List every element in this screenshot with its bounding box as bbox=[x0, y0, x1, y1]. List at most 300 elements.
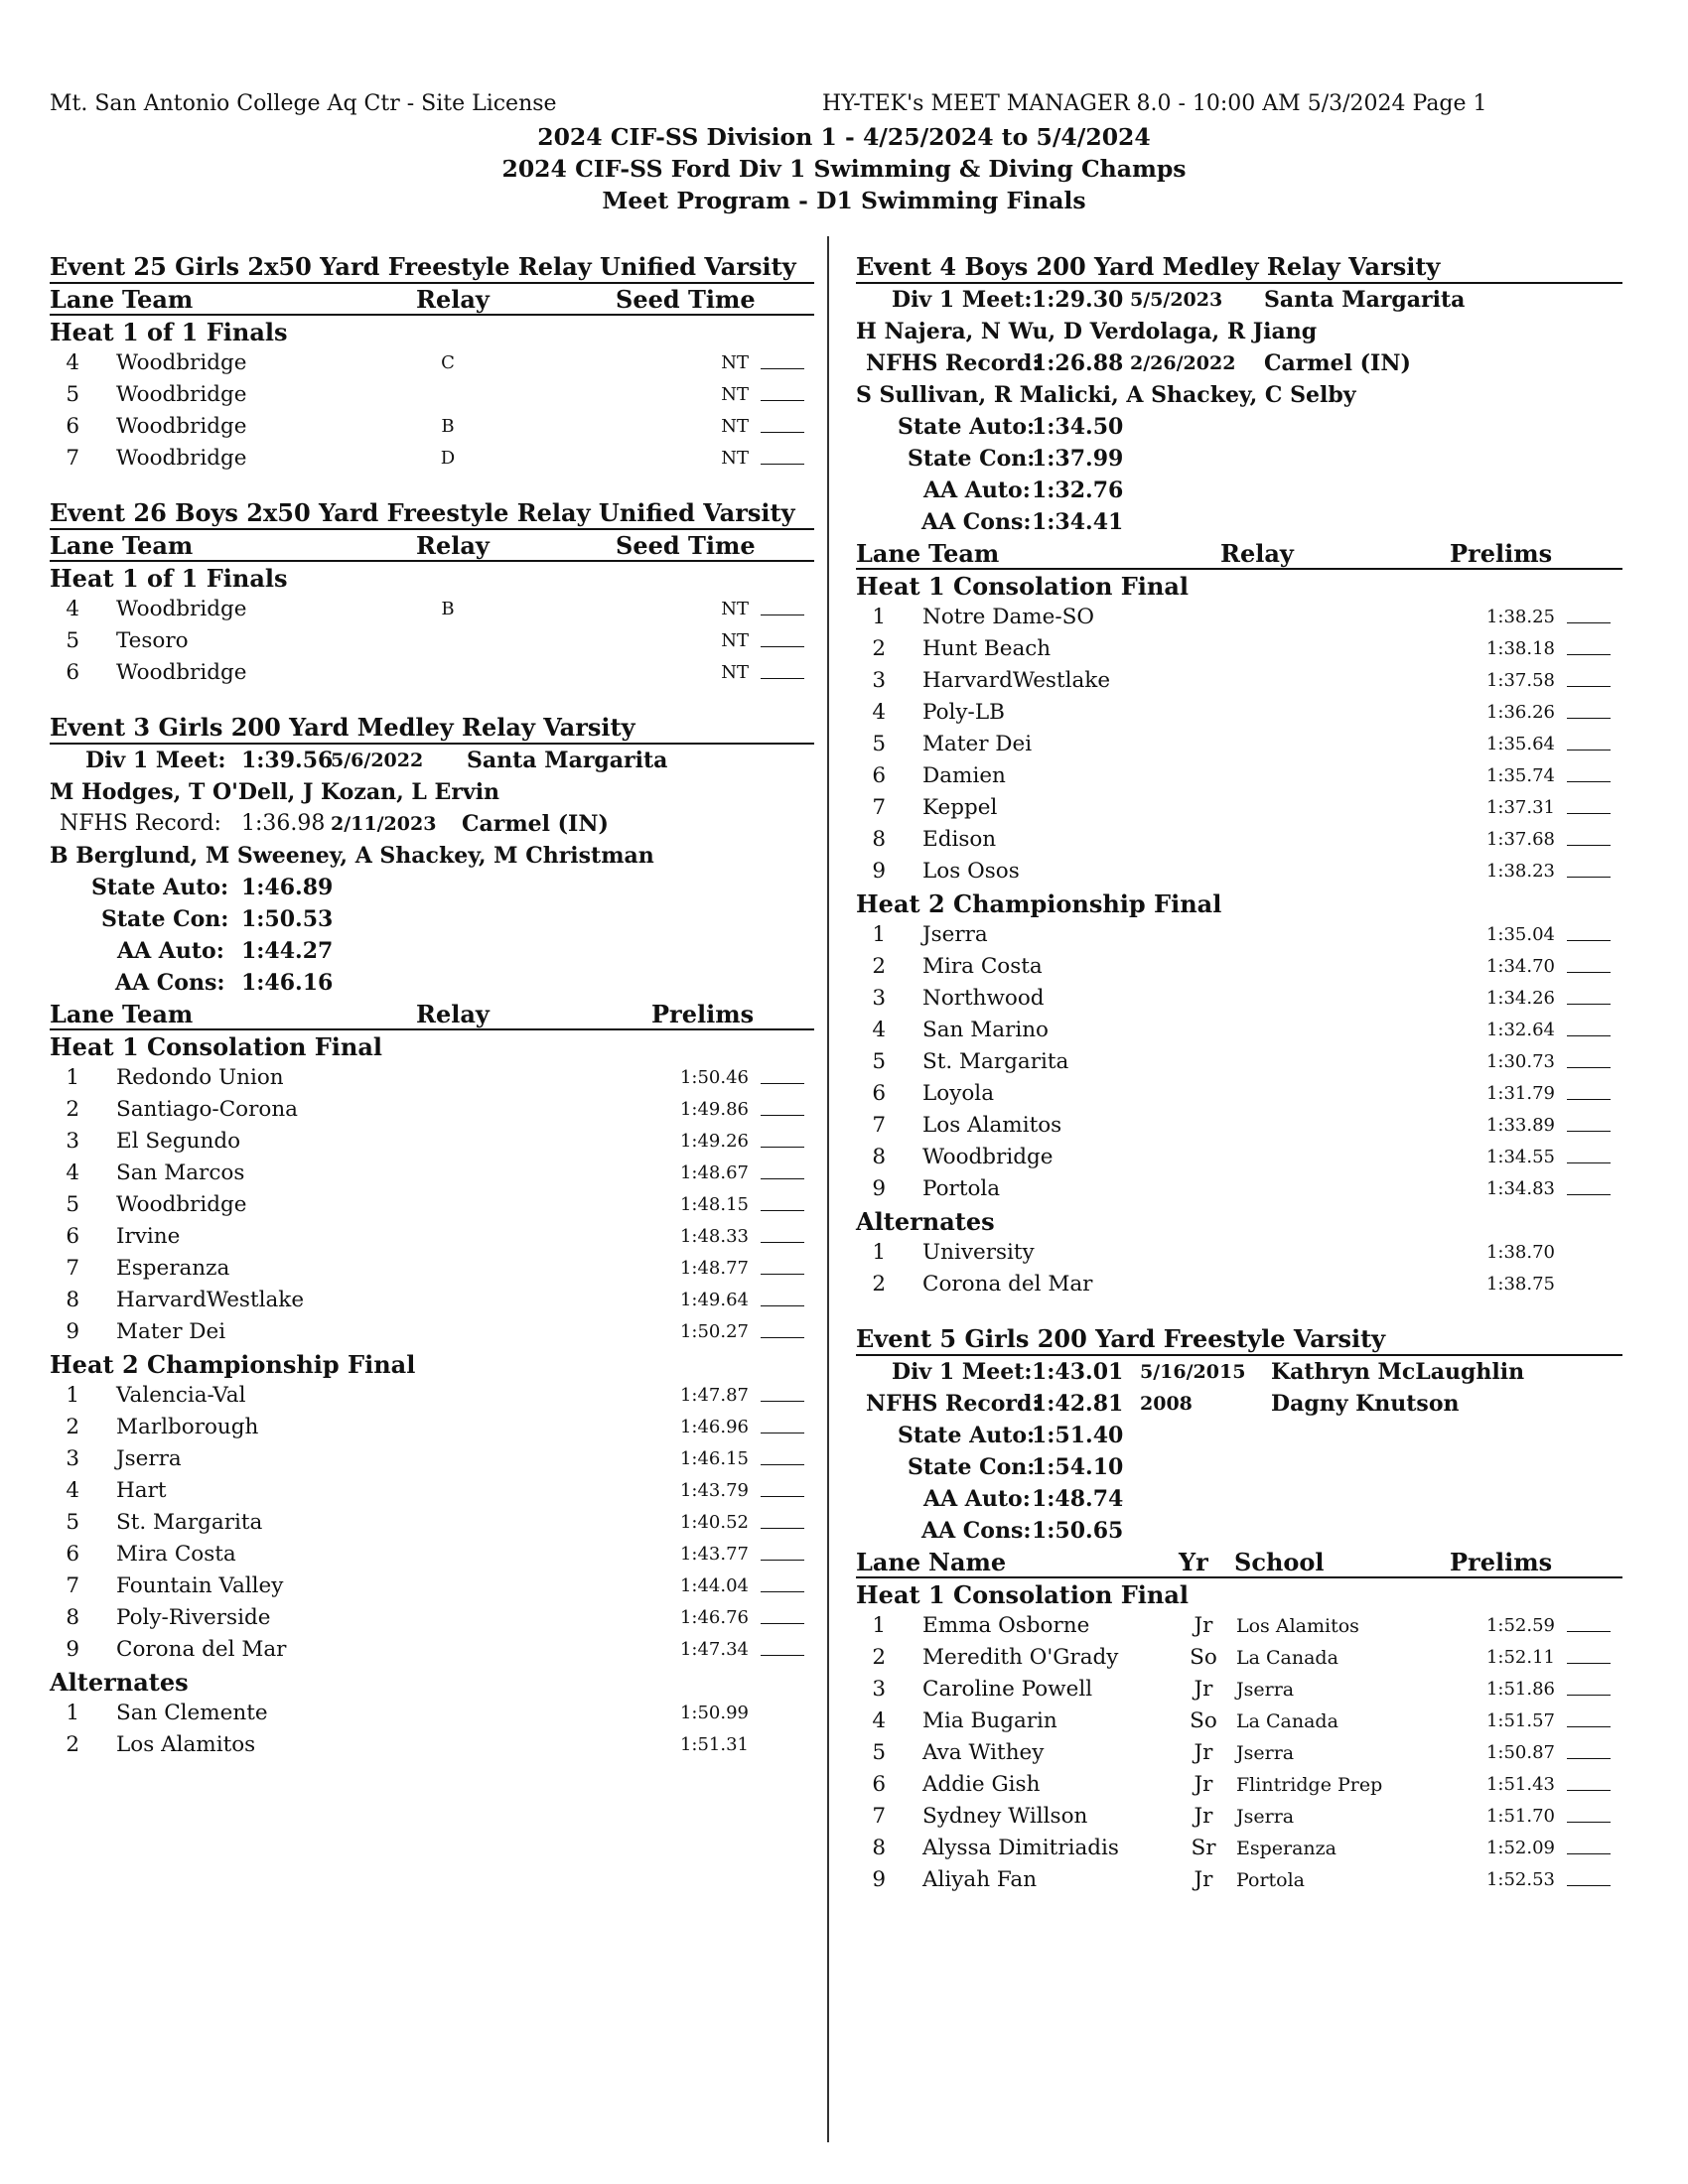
result-blank-line bbox=[761, 1158, 804, 1179]
lane-number: 1 bbox=[872, 1613, 886, 1638]
team-name: Tesoro bbox=[116, 628, 189, 653]
lane-header: Lane bbox=[856, 1548, 921, 1576]
lane-number: 6 bbox=[872, 763, 886, 788]
swimmer-name: Caroline Powell bbox=[922, 1677, 1093, 1702]
entry-row bbox=[50, 1126, 814, 1158]
result-blank-line bbox=[761, 1094, 804, 1116]
event-5-aa-cons: AA Cons: 1:50.65 bbox=[921, 1518, 1124, 1544]
team-name: University bbox=[922, 1240, 1035, 1265]
swimmer-year: Jr bbox=[1194, 1867, 1213, 1892]
result-blank-line bbox=[761, 1539, 804, 1561]
event-3-state-auto: State Auto: 1:46.89 bbox=[91, 875, 334, 900]
lane-number: 5 bbox=[66, 1192, 79, 1217]
result-blank-line bbox=[761, 657, 804, 679]
entry-row bbox=[50, 1253, 814, 1285]
result-blank-line bbox=[1567, 983, 1611, 1005]
event-3-div1-record: Div 1 Meet: 1:39.56 5/6/2022 Santa Margarita bbox=[85, 748, 668, 773]
entry-row bbox=[856, 697, 1622, 729]
result-blank-line bbox=[1567, 1674, 1611, 1696]
lane-number: 1 bbox=[66, 1383, 79, 1408]
lane-number: 2 bbox=[872, 1645, 886, 1670]
event-3-alternates-label: Alternates bbox=[50, 1668, 189, 1697]
entry-row bbox=[50, 379, 814, 411]
entry-row bbox=[856, 856, 1622, 887]
lane-number: 8 bbox=[872, 1145, 886, 1169]
entry-row bbox=[50, 1570, 814, 1602]
team-name: Jserra bbox=[116, 1446, 182, 1471]
swimmer-name: Sydney Willson bbox=[922, 1804, 1088, 1829]
team-name: Woodbridge bbox=[116, 414, 247, 439]
prelim-time: 1:51.86 bbox=[1485, 1679, 1555, 1700]
school-name: La Canada bbox=[1236, 1710, 1338, 1732]
seed-time: NT bbox=[721, 599, 749, 619]
result-blank-line bbox=[1567, 1706, 1611, 1727]
entry-row bbox=[50, 1158, 814, 1189]
entry-row bbox=[856, 1833, 1622, 1864]
result-blank-line bbox=[1567, 1078, 1611, 1100]
prelim-time: 1:37.68 bbox=[1485, 829, 1555, 850]
relay-header: Relay bbox=[1220, 539, 1294, 568]
event-5-heat-1-rows bbox=[856, 1610, 1622, 1896]
event-5-title: Event 5 Girls 200 Yard Freestyle Varsity bbox=[856, 1322, 1622, 1356]
team-header: Team bbox=[122, 1000, 194, 1028]
column-divider bbox=[827, 236, 829, 2142]
result-blank-line bbox=[1567, 760, 1611, 782]
result-blank-line bbox=[1567, 1015, 1611, 1036]
entry-row bbox=[856, 1642, 1622, 1674]
team-name: HarvardWestlake bbox=[116, 1288, 305, 1312]
result-blank-line bbox=[1567, 1110, 1611, 1132]
entry-row bbox=[856, 1674, 1622, 1706]
prelim-time: 1:49.64 bbox=[679, 1290, 749, 1310]
lane-number: 5 bbox=[872, 732, 886, 756]
result-blank-line bbox=[761, 347, 804, 369]
prelim-time: 1:50.27 bbox=[679, 1321, 749, 1342]
meet-manager-header: HY-TEK's MEET MANAGER 8.0 - 10:00 AM 5/3/2024 Page 1 bbox=[822, 91, 1487, 116]
prelim-time: 1:35.74 bbox=[1485, 765, 1555, 786]
lane-number: 4 bbox=[66, 597, 79, 621]
entry-row bbox=[50, 657, 814, 689]
lane-number: 7 bbox=[872, 795, 886, 820]
result-blank-line bbox=[761, 625, 804, 647]
event-3-state-con: State Con: 1:50.53 bbox=[101, 906, 334, 932]
prelims-header: Prelims bbox=[1450, 1548, 1553, 1576]
team-name: Jserra bbox=[922, 922, 988, 947]
prelim-time: 1:37.31 bbox=[1485, 797, 1555, 818]
event-5-nfhs-record: NFHS Record: 1:42.81 2008 Dagny Knutson bbox=[866, 1391, 1460, 1417]
result-blank-line bbox=[1567, 1642, 1611, 1664]
entry-row bbox=[50, 443, 814, 475]
name-header: Name bbox=[928, 1548, 1007, 1576]
event-4-state-con: State Con: 1:37.99 bbox=[908, 446, 1124, 472]
team-name: Woodbridge bbox=[116, 1192, 247, 1217]
lane-number: 7 bbox=[872, 1113, 886, 1138]
entry-row bbox=[856, 1015, 1622, 1046]
result-blank-line bbox=[761, 1634, 804, 1656]
entry-row bbox=[856, 1769, 1622, 1801]
meet-title-2: 2024 CIF-SS Ford Div 1 Swimming & Diving Champs bbox=[501, 155, 1187, 183]
event-3-heat-1-label: Heat 1 Consolation Final bbox=[50, 1032, 383, 1061]
entry-row bbox=[856, 1078, 1622, 1110]
lane-number: 9 bbox=[66, 1637, 79, 1662]
entry-row bbox=[856, 1142, 1622, 1173]
result-blank-line bbox=[761, 1443, 804, 1465]
prelim-time: 1:48.67 bbox=[679, 1162, 749, 1183]
team-name: Valencia-Val bbox=[116, 1383, 246, 1408]
lane-number: 4 bbox=[872, 1708, 886, 1733]
result-blank-line bbox=[761, 1507, 804, 1529]
right-column bbox=[856, 250, 1622, 1896]
prelim-time: 1:46.76 bbox=[679, 1607, 749, 1628]
lane-number: 3 bbox=[872, 668, 886, 693]
event-3-nfhs-record: NFHS Record: 1:36.98 2/11/2023 Carmel (IN) bbox=[60, 811, 609, 837]
lane-number: 9 bbox=[872, 859, 886, 884]
site-license-text: Mt. San Antonio College Aq Ctr - Site License bbox=[50, 91, 557, 116]
result-blank-line bbox=[1567, 633, 1611, 655]
lane-number: 4 bbox=[872, 700, 886, 725]
team-name: Marlborough bbox=[116, 1415, 259, 1439]
team-name: Irvine bbox=[116, 1224, 181, 1249]
lane-number: 7 bbox=[66, 1573, 79, 1598]
swimmer-year: Jr bbox=[1194, 1740, 1213, 1765]
prelim-time: 1:51.31 bbox=[679, 1734, 749, 1755]
entry-row bbox=[50, 347, 814, 379]
result-blank-line bbox=[761, 1253, 804, 1275]
entry-row bbox=[856, 792, 1622, 824]
lane-number: 2 bbox=[872, 1272, 886, 1297]
prelim-time: 1:33.89 bbox=[1485, 1115, 1555, 1136]
team-name: Los Osos bbox=[922, 859, 1020, 884]
prelim-time: 1:37.58 bbox=[1485, 670, 1555, 691]
event-4-nfhs-swimmers: S Sullivan, R Malicki, A Shackey, C Selby bbox=[856, 382, 1356, 408]
prelim-time: 1:52.59 bbox=[1485, 1615, 1555, 1636]
school-name: Jserra bbox=[1236, 1679, 1295, 1701]
event-3-column-header bbox=[50, 999, 814, 1030]
result-blank-line bbox=[1567, 1833, 1611, 1854]
team-name: Mater Dei bbox=[922, 732, 1033, 756]
lane-number: 8 bbox=[66, 1288, 79, 1312]
team-name: Fountain Valley bbox=[116, 1573, 284, 1598]
team-name: Los Alamitos bbox=[116, 1732, 256, 1757]
result-blank-line bbox=[1567, 1737, 1611, 1759]
result-blank-line bbox=[761, 1285, 804, 1306]
prelim-time: 1:38.75 bbox=[1485, 1274, 1555, 1295]
swimmer-name: Emma Osborne bbox=[922, 1613, 1090, 1638]
lane-number: 1 bbox=[872, 605, 886, 629]
lane-number: 8 bbox=[872, 1836, 886, 1860]
prelim-time: 1:38.23 bbox=[1485, 861, 1555, 882]
event-4-aa-cons: AA Cons: 1:34.41 bbox=[921, 509, 1124, 535]
prelim-time: 1:40.52 bbox=[679, 1512, 749, 1533]
result-blank-line bbox=[1567, 824, 1611, 846]
prelim-time: 1:47.34 bbox=[679, 1639, 749, 1660]
team-name: Loyola bbox=[922, 1081, 995, 1106]
entry-row bbox=[50, 1094, 814, 1126]
result-blank-line bbox=[761, 1380, 804, 1402]
result-blank-line bbox=[761, 1189, 804, 1211]
swimmer-year: Jr bbox=[1194, 1804, 1213, 1829]
entry-row bbox=[856, 1706, 1622, 1737]
swimmer-name: Meredith O'Grady bbox=[922, 1645, 1119, 1670]
seed-time-header: Seed Time bbox=[616, 531, 756, 560]
team-name: Hart bbox=[116, 1478, 167, 1503]
swimmer-name: Mia Bugarin bbox=[922, 1708, 1057, 1733]
prelim-time: 1:48.77 bbox=[679, 1258, 749, 1279]
event-26-column-header bbox=[50, 530, 814, 562]
team-name: Woodbridge bbox=[116, 350, 247, 375]
event-5-heat-1-label: Heat 1 Consolation Final bbox=[856, 1580, 1190, 1609]
prelim-time: 1:52.53 bbox=[1485, 1869, 1555, 1890]
event-4-aa-auto: AA Auto: 1:32.76 bbox=[923, 478, 1124, 503]
lane-number: 6 bbox=[872, 1081, 886, 1106]
result-blank-line bbox=[1567, 665, 1611, 687]
entry-row bbox=[856, 1046, 1622, 1078]
prelim-time: 1:52.09 bbox=[1485, 1838, 1555, 1858]
prelim-time: 1:38.18 bbox=[1485, 638, 1555, 659]
lane-number: 2 bbox=[66, 1415, 79, 1439]
team-name: Woodbridge bbox=[116, 597, 247, 621]
prelim-time: 1:43.77 bbox=[679, 1544, 749, 1565]
result-blank-line bbox=[1567, 729, 1611, 751]
lane-number: 5 bbox=[872, 1049, 886, 1074]
prelims-header: Prelims bbox=[1450, 539, 1553, 568]
entry-row bbox=[50, 1285, 814, 1316]
prelim-time: 1:48.33 bbox=[679, 1226, 749, 1247]
school-name: Esperanza bbox=[1236, 1838, 1337, 1859]
team-name: HarvardWestlake bbox=[922, 668, 1111, 693]
seed-time: NT bbox=[721, 416, 749, 437]
prelim-time: 1:48.15 bbox=[679, 1194, 749, 1215]
prelim-time: 1:34.83 bbox=[1485, 1178, 1555, 1199]
team-name: Keppel bbox=[922, 795, 998, 820]
prelim-time: 1:50.99 bbox=[679, 1703, 749, 1723]
prelim-time: 1:38.70 bbox=[1485, 1242, 1555, 1263]
result-blank-line bbox=[761, 443, 804, 465]
team-name: San Marcos bbox=[116, 1160, 245, 1185]
relay-header: Relay bbox=[416, 531, 490, 560]
event-3-heat-2-rows bbox=[50, 1380, 814, 1666]
result-blank-line bbox=[761, 411, 804, 433]
team-name: Redondo Union bbox=[116, 1065, 284, 1090]
event-3-alternates-rows bbox=[50, 1698, 814, 1761]
lane-number: 5 bbox=[66, 382, 79, 407]
entry-row bbox=[50, 1412, 814, 1443]
team-name: St. Margarita bbox=[922, 1049, 1069, 1074]
prelim-time: 1:34.26 bbox=[1485, 988, 1555, 1009]
entry-row bbox=[856, 665, 1622, 697]
result-blank-line bbox=[1567, 1173, 1611, 1195]
entry-row bbox=[50, 1539, 814, 1570]
lane-number: 6 bbox=[66, 660, 79, 685]
team-name: Poly-Riverside bbox=[116, 1605, 271, 1630]
team-name: Portola bbox=[922, 1176, 1001, 1201]
prelim-time: 1:36.26 bbox=[1485, 702, 1555, 723]
result-blank-line bbox=[761, 1062, 804, 1084]
lane-number: 2 bbox=[66, 1097, 79, 1122]
event-26-title: Event 26 Boys 2x50 Yard Freestyle Relay Unified Varsity bbox=[50, 496, 814, 530]
team-name: Mira Costa bbox=[116, 1542, 236, 1567]
event-3-heat-2-label: Heat 2 Championship Final bbox=[50, 1350, 416, 1379]
lane-number: 6 bbox=[66, 414, 79, 439]
prelim-time: 1:46.15 bbox=[679, 1448, 749, 1469]
team-name: Los Alamitos bbox=[922, 1113, 1062, 1138]
event-26-rows bbox=[50, 594, 814, 689]
team-name: San Clemente bbox=[116, 1701, 268, 1725]
result-blank-line bbox=[1567, 1769, 1611, 1791]
swimmer-year: Jr bbox=[1194, 1677, 1213, 1702]
school-header: School bbox=[1234, 1548, 1325, 1576]
event-26-heat-label: Heat 1 of 1 Finals bbox=[50, 564, 288, 593]
lane-number: 9 bbox=[872, 1176, 886, 1201]
swimmer-year: Jr bbox=[1194, 1613, 1213, 1638]
event-4-alternates-rows bbox=[856, 1237, 1622, 1300]
lane-number: 4 bbox=[66, 1478, 79, 1503]
lane-header: Lane bbox=[50, 1000, 115, 1028]
seed-time-header: Seed Time bbox=[616, 285, 756, 314]
prelim-time: 1:51.43 bbox=[1485, 1774, 1555, 1795]
result-blank-line bbox=[761, 1412, 804, 1433]
relay-header: Relay bbox=[416, 1000, 490, 1028]
team-name: Northwood bbox=[922, 986, 1045, 1011]
result-blank-line bbox=[1567, 697, 1611, 719]
event-4-column-header bbox=[856, 538, 1622, 570]
lane-number: 3 bbox=[66, 1446, 79, 1471]
entry-row bbox=[50, 1634, 814, 1666]
relay-header: Relay bbox=[416, 285, 490, 314]
entry-row bbox=[50, 1380, 814, 1412]
event-4-title: Event 4 Boys 200 Yard Medley Relay Varsity bbox=[856, 250, 1622, 284]
event-4-alternates-label: Alternates bbox=[856, 1207, 995, 1236]
prelim-time: 1:30.73 bbox=[1485, 1051, 1555, 1072]
event-3-heat-1-rows bbox=[50, 1062, 814, 1348]
result-blank-line bbox=[761, 379, 804, 401]
meet-title-3: Meet Program - D1 Swimming Finals bbox=[602, 187, 1086, 214]
prelim-time: 1:49.86 bbox=[679, 1099, 749, 1120]
prelim-time: 1:35.04 bbox=[1485, 924, 1555, 945]
entry-row bbox=[856, 1173, 1622, 1205]
lane-number: 8 bbox=[872, 827, 886, 852]
event-25-heat-label: Heat 1 of 1 Finals bbox=[50, 318, 288, 346]
lane-number: 2 bbox=[872, 954, 886, 979]
lane-header: Lane bbox=[50, 285, 115, 314]
result-blank-line bbox=[1567, 951, 1611, 973]
entry-row bbox=[50, 1189, 814, 1221]
entry-row bbox=[856, 1269, 1622, 1300]
team-name: Hunt Beach bbox=[922, 636, 1052, 661]
team-name: St. Margarita bbox=[116, 1510, 263, 1535]
entry-row bbox=[50, 1316, 814, 1348]
prelim-time: 1:34.70 bbox=[1485, 956, 1555, 977]
entry-row bbox=[50, 1475, 814, 1507]
school-name: La Canada bbox=[1236, 1647, 1338, 1669]
lane-number: 1 bbox=[66, 1701, 79, 1725]
prelim-time: 1:38.25 bbox=[1485, 607, 1555, 627]
lane-number: 7 bbox=[66, 1256, 79, 1281]
result-blank-line bbox=[1567, 919, 1611, 941]
yr-header: Yr bbox=[1179, 1548, 1208, 1576]
prelim-time: 1:47.87 bbox=[679, 1385, 749, 1406]
entry-row bbox=[856, 1801, 1622, 1833]
school-name: Jserra bbox=[1236, 1742, 1295, 1764]
event-4-heat-2-rows bbox=[856, 919, 1622, 1205]
lane-number: 5 bbox=[66, 628, 79, 653]
lane-number: 1 bbox=[872, 922, 886, 947]
lane-number: 6 bbox=[872, 1772, 886, 1797]
prelims-header: Prelims bbox=[651, 1000, 755, 1028]
event-3-div1-swimmers: M Hodges, T O'Dell, J Kozan, L Ervin bbox=[50, 779, 500, 805]
event-5-aa-auto: AA Auto: 1:48.74 bbox=[923, 1486, 1124, 1512]
lane-number: 6 bbox=[66, 1224, 79, 1249]
event-4-heat-2-label: Heat 2 Championship Final bbox=[856, 889, 1222, 918]
lane-number: 8 bbox=[66, 1605, 79, 1630]
event-25-column-header bbox=[50, 284, 814, 316]
entry-row bbox=[856, 1737, 1622, 1769]
entry-row bbox=[856, 983, 1622, 1015]
entry-row bbox=[856, 919, 1622, 951]
team-name: Edison bbox=[922, 827, 997, 852]
entry-row bbox=[50, 1729, 814, 1761]
lane-number: 3 bbox=[872, 986, 886, 1011]
prelim-time: 1:32.64 bbox=[1485, 1020, 1555, 1040]
team-name: Woodbridge bbox=[116, 446, 247, 471]
result-blank-line bbox=[1567, 1801, 1611, 1823]
seed-time: NT bbox=[721, 448, 749, 469]
team-name: San Marino bbox=[922, 1018, 1050, 1042]
prelim-time: 1:52.11 bbox=[1485, 1647, 1555, 1668]
meet-title-1: 2024 CIF-SS Division 1 - 4/25/2024 to 5/4/2024 bbox=[537, 123, 1151, 151]
prelim-time: 1:35.64 bbox=[1485, 734, 1555, 754]
team-name: Santiago-Corona bbox=[116, 1097, 298, 1122]
entry-row bbox=[856, 824, 1622, 856]
result-blank-line bbox=[1567, 1864, 1611, 1886]
result-blank-line bbox=[761, 1221, 804, 1243]
team-name: Esperanza bbox=[116, 1256, 230, 1281]
entry-row bbox=[50, 594, 814, 625]
lane-number: 7 bbox=[872, 1804, 886, 1829]
seed-time: NT bbox=[721, 630, 749, 651]
result-blank-line bbox=[1567, 1142, 1611, 1163]
entry-row bbox=[50, 1698, 814, 1729]
event-4-div1-record: Div 1 Meet: 1:29.30 5/5/2023 Santa Margarita bbox=[892, 287, 1466, 313]
relay-letter: B bbox=[441, 599, 455, 619]
entry-row bbox=[50, 1507, 814, 1539]
lane-number: 4 bbox=[872, 1018, 886, 1042]
event-4-heat-1-label: Heat 1 Consolation Final bbox=[856, 572, 1190, 601]
seed-time: NT bbox=[721, 662, 749, 683]
prelim-time: 1:46.96 bbox=[679, 1417, 749, 1437]
school-name: Jserra bbox=[1236, 1806, 1295, 1828]
team-name: Damien bbox=[922, 763, 1006, 788]
team-name: Woodbridge bbox=[116, 382, 247, 407]
entry-row bbox=[856, 729, 1622, 760]
lane-number: 6 bbox=[66, 1542, 79, 1567]
swimmer-year: Sr bbox=[1191, 1836, 1216, 1860]
lane-number: 2 bbox=[66, 1732, 79, 1757]
swimmer-name: Ava Withey bbox=[922, 1740, 1045, 1765]
prelim-time: 1:51.57 bbox=[1485, 1710, 1555, 1731]
relay-letter: B bbox=[441, 416, 455, 437]
team-name: Mater Dei bbox=[116, 1319, 226, 1344]
team-header: Team bbox=[928, 539, 1000, 568]
entry-row bbox=[856, 602, 1622, 633]
entry-row bbox=[856, 760, 1622, 792]
entry-row bbox=[50, 1443, 814, 1475]
lane-header: Lane bbox=[50, 531, 115, 560]
team-name: Corona del Mar bbox=[922, 1272, 1093, 1297]
lane-number: 1 bbox=[66, 1065, 79, 1090]
result-blank-line bbox=[761, 1126, 804, 1148]
event-5-state-con: State Con: 1:54.10 bbox=[908, 1454, 1124, 1480]
